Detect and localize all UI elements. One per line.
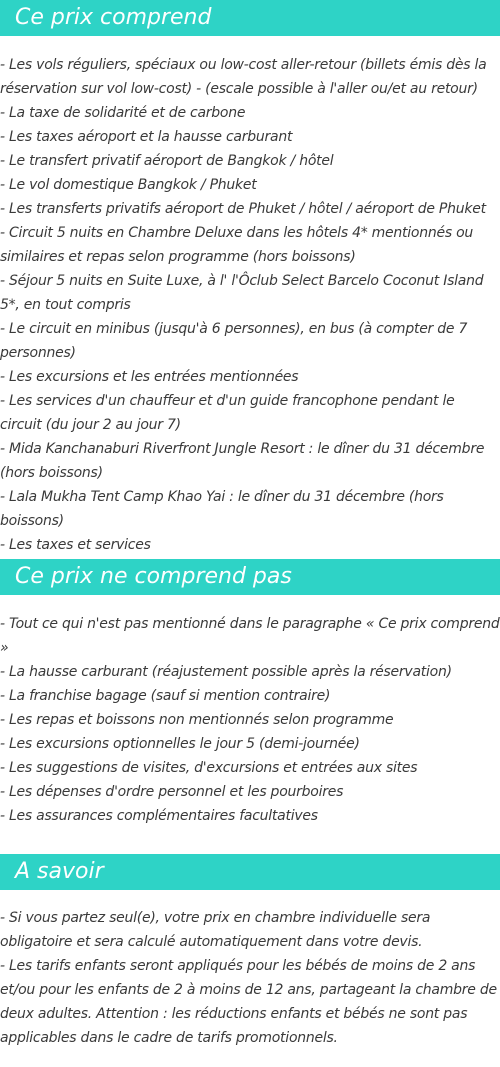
list-item: - Le circuit en minibus (jusqu'à 6 personnes), en bus (à compter de 7 personnes) xyxy=(0,321,468,361)
list-item: - Les excursions et les entrées mentionnées xyxy=(0,369,299,385)
list-item: - Circuit 5 nuits en Chambre Deluxe dans les hôtels 4* mentionnés ou similaires et repas selon programme (hors boissons) xyxy=(0,225,474,265)
list-item: - Les transferts privatifs aéroport de Phuket / hôtel / aéroport de Phuket xyxy=(0,201,486,217)
section-title: A savoir xyxy=(0,854,500,890)
list-item: - Lala Mukha Tent Camp Khao Yai : le dîner du 31 décembre (hors boissons) xyxy=(0,489,444,529)
list-item: - Tout ce qui n'est pas mentionné dans le paragraphe « Ce prix comprend » xyxy=(0,616,500,656)
list-item: - Séjour 5 nuits en Suite Luxe, à l' l'Ôclub Select Barcelo Coconut Island 5*, en tout compris xyxy=(0,273,484,313)
section-good-to-know xyxy=(0,854,500,1050)
list-item: - Le transfert privatif aéroport de Bangkok / hôtel xyxy=(0,153,334,169)
list-item: - Si vous partez seul(e), votre prix en chambre individuelle sera obligatoire et sera calculé automatiquement dans votre devis. xyxy=(0,910,431,950)
list-item: - Les suggestions de visites, d'excursions et entrées aux sites xyxy=(0,760,418,776)
list-item: - La taxe de solidarité et de carbone xyxy=(0,105,246,121)
list-item: - Les repas et boissons non mentionnés selon programme xyxy=(0,712,394,728)
list-item: - Les taxes aéroport et la hausse carburant xyxy=(0,129,293,145)
section-title: Ce prix comprend xyxy=(0,0,500,36)
list-item: - Les excursions optionnelles le jour 5 (demi-journée) xyxy=(0,736,360,752)
list-item: - Les services d'un chauffeur et d'un guide francophone pendant le circuit (du jour 2 au jour 7) xyxy=(0,393,455,433)
list-item: - La franchise bagage (sauf si mention contraire) xyxy=(0,688,331,704)
list-item: - Les tarifs enfants seront appliqués pour les bébés de moins de 2 ans et/ou pour les enfants de 2 à moins de 12 ans, partageant la chambre de deux adultes. Attention : les réductions enfants et bébés ne sont pas applicables dans le cadre de tarifs promotionnels. xyxy=(0,958,497,1046)
section-title: Ce prix ne comprend pas xyxy=(0,559,500,595)
list-item: - Mida Kanchanaburi Riverfront Jungle Resort : le dîner du 31 décembre (hors boissons) xyxy=(0,441,485,481)
list-item: - Les vols réguliers, spéciaux ou low-cost aller-retour (billets émis dès la réservation sur vol low-cost) - (escale possible à l'aller ou/et au retour) xyxy=(0,57,487,97)
info-list xyxy=(0,906,500,1050)
list-item: - Les dépenses d'ordre personnel et les pourboires xyxy=(0,784,344,800)
list-item: - Les taxes et services xyxy=(0,537,151,553)
list-item: - La hausse carburant (réajustement possible après la réservation) xyxy=(0,664,452,680)
section-price-excludes xyxy=(0,559,500,828)
list-item: - Les assurances complémentaires facultatives xyxy=(0,808,318,824)
included-list xyxy=(0,53,500,557)
list-item: - Le vol domestique Bangkok / Phuket xyxy=(0,177,257,193)
excluded-list xyxy=(0,612,500,828)
